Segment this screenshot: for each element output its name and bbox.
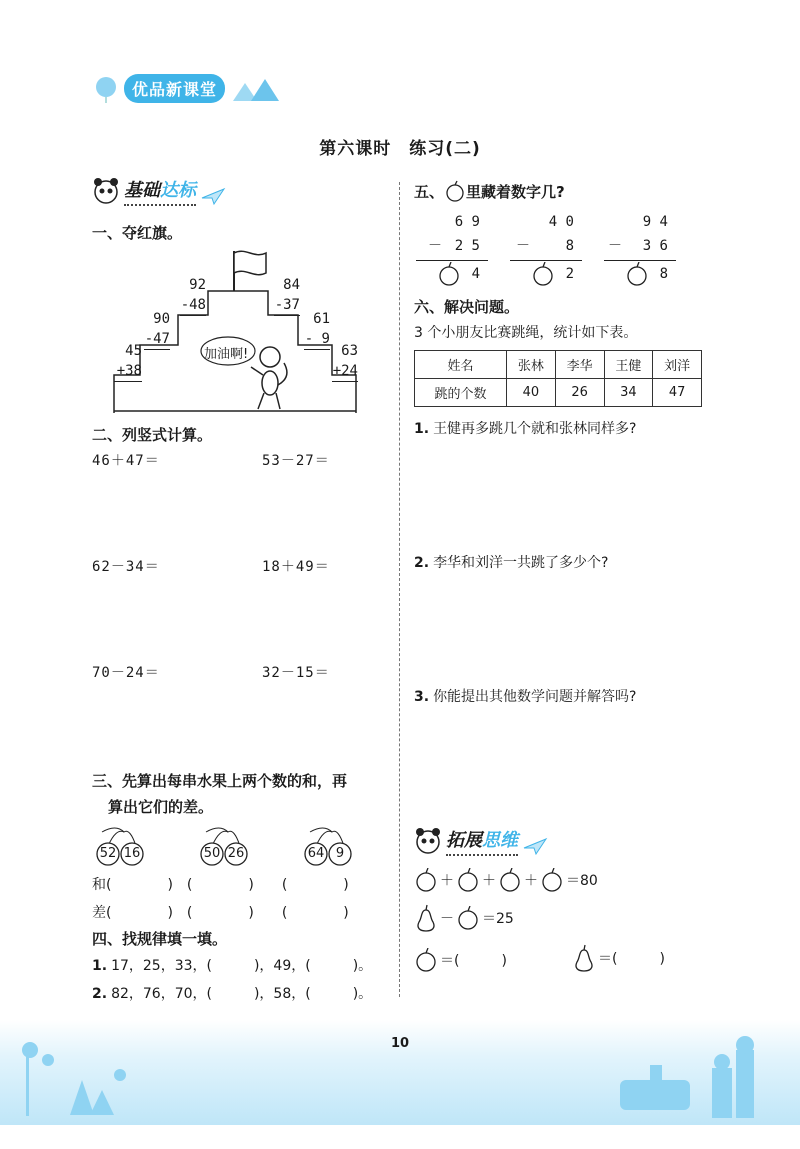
p1-op: － [428,238,442,254]
problem-84-37: 84 -37 [274,275,300,316]
problem-q1-number: 1. [414,421,430,437]
p3-op: － [608,238,622,254]
problem-45-38: 45 +38 [114,341,142,382]
pear-icon [414,904,438,932]
calc-18-49: 18＋49＝ [262,559,330,575]
problem-92-48: 92 -48 [180,275,206,316]
cherry-2-left: 50 [203,846,221,861]
p3-top: 9 4 [642,214,668,230]
p2-mid: 8 [565,238,574,254]
plus-sign: ＋ [524,873,538,889]
cherry-3-right: 9 [335,846,345,861]
apple-icon [456,906,480,930]
section-3-title-line1: 三、先算出每串水果上两个数的和，再 [92,772,348,790]
section-badge-basic [92,176,226,206]
table-header: 刘洋 [653,351,702,379]
column-divider [399,182,400,997]
apple-answer[interactable] [414,948,507,972]
pear-answer[interactable] [572,944,665,972]
cherry-pair-3 [300,826,360,866]
apple-blank-icon[interactable] [532,262,554,286]
flag-staircase-figure [108,245,360,413]
table-header: 王健 [604,351,653,379]
apple-blank-icon[interactable] [438,262,460,286]
apple-icon [414,948,438,972]
hidden-digit-problem-2 [508,212,588,286]
badge-text-a: 基础 [124,180,160,201]
brand-logo [92,74,281,103]
badge-text-b: 思维 [482,830,518,851]
balloon-icon [92,75,120,103]
section-4-title: 四、找规律填一填。 [92,930,228,948]
table-row-label: 跳的个数 [415,379,507,407]
house-decoration-icon [229,75,281,103]
pattern-q1-text: 17，25，33，( )，49，( )。 [111,958,373,974]
cherry-1-left: 52 [99,846,117,861]
apple-answer-blank: ＝( ) [440,953,507,969]
problem-q3 [414,686,637,706]
problem-q2-text: 李华和刘洋一共跳了多少个? [433,555,609,571]
p1-top: 6 9 [454,214,480,230]
cherry-1-right: 16 [123,846,141,861]
pattern-q2-text: 82，76，70，( )，58，( )。 [111,986,373,1002]
jump-rope-table [414,350,702,407]
section-5-prefix: 五、 [414,182,445,201]
problem-q2-number: 2. [414,555,430,571]
p3-mid: 3 6 [642,238,668,254]
table-header: 张林 [507,351,556,379]
p2-top: 4 0 [548,214,574,230]
calc-32-15: 32－15＝ [262,665,330,681]
calc-70-24: 70－24＝ [92,665,160,681]
section-3-title-line2: 算出它们的差。 [108,798,214,816]
badge-text-a: 拓展 [446,830,482,851]
pattern-q1-number: 1. [92,958,108,974]
pattern-q2[interactable] [92,983,372,1003]
section-5-title [414,180,565,202]
speech-bubble-text: 加油啊! [204,347,249,362]
calc-46-47: 46＋47＝ [92,453,160,469]
p2-op: － [516,238,530,254]
problem-q2 [414,552,609,572]
badge-text-b: 达标 [160,180,196,201]
problem-q3-number: 3. [414,689,430,705]
page-number: 10 [390,1036,410,1051]
section-badge-extension [414,826,548,856]
puzzle-equation-1 [414,868,598,892]
cherry-2-right: 26 [227,846,245,861]
table-header: 姓名 [415,351,507,379]
p2-ans: 2 [565,266,574,282]
puzzle-equation-2 [414,904,514,932]
problem-q1-text: 王健再多跳几个就和张林同样多? [433,421,637,437]
apple-icon [498,868,522,892]
plus-sign: ＋ [440,873,454,889]
brand-name: 优品新课堂 [124,74,225,103]
apple-blank-icon[interactable] [626,262,648,286]
problem-63-24: 63 +24 [332,341,358,382]
problem-61-9: 61 - 9 [304,309,330,350]
pear-icon [572,944,596,972]
section-1-title: 一、夺红旗。 [92,224,183,242]
difference-answer-row[interactable]: 差( ) ( ) ( ) [92,905,349,921]
cherry-pair-2 [196,826,256,866]
panda-icon [92,176,120,206]
hidden-digit-problem-1 [414,212,494,286]
table-cell: 47 [653,379,702,407]
table-cell: 40 [507,379,556,407]
lesson-title: 第六课时 练习(二) [319,139,481,159]
panda-icon [414,826,442,856]
paper-plane-icon [522,836,548,856]
calc-62-34: 62－34＝ [92,559,160,575]
minus-sign: － [440,911,454,927]
p3-ans: 8 [659,266,668,282]
problem-90-47: 90 -47 [144,309,170,350]
section-6-intro: 3 个小朋友比赛跳绳，统计如下表。 [414,325,638,341]
section-6-title: 六、解决问题。 [414,298,520,316]
sum-answer-row[interactable]: 和( ) ( ) ( ) [92,877,349,893]
pear-answer-blank: ＝( ) [598,951,665,967]
cherry-pair-1 [92,826,152,866]
section-2-title: 二、列竖式计算。 [92,426,213,444]
p1-ans: 4 [471,266,480,282]
calc-53-27: 53－27＝ [262,453,330,469]
table-cell: 26 [555,379,604,407]
table-row [415,379,702,407]
apple-icon [444,180,466,202]
cherry-3-left: 64 [307,846,325,861]
equation-2-result: ＝25 [482,911,514,927]
table-header: 李华 [555,351,604,379]
paper-plane-icon [200,186,226,206]
apple-icon [540,868,564,892]
problem-q3-text: 你能提出其他数学问题并解答吗? [433,689,637,705]
table-cell: 34 [604,379,653,407]
apple-icon [414,868,438,892]
plus-sign: ＋ [482,873,496,889]
pattern-q1[interactable] [92,955,372,975]
equation-1-result: ＝80 [566,873,598,889]
pattern-q2-number: 2. [92,986,108,1002]
p1-mid: 2 5 [454,238,480,254]
section-5-suffix: 里藏着数字几? [466,182,565,201]
monkey-icon [251,347,287,409]
apple-icon [456,868,480,892]
table-header-row [415,351,702,379]
hidden-digit-problem-3 [602,212,682,286]
problem-q1 [414,418,637,438]
